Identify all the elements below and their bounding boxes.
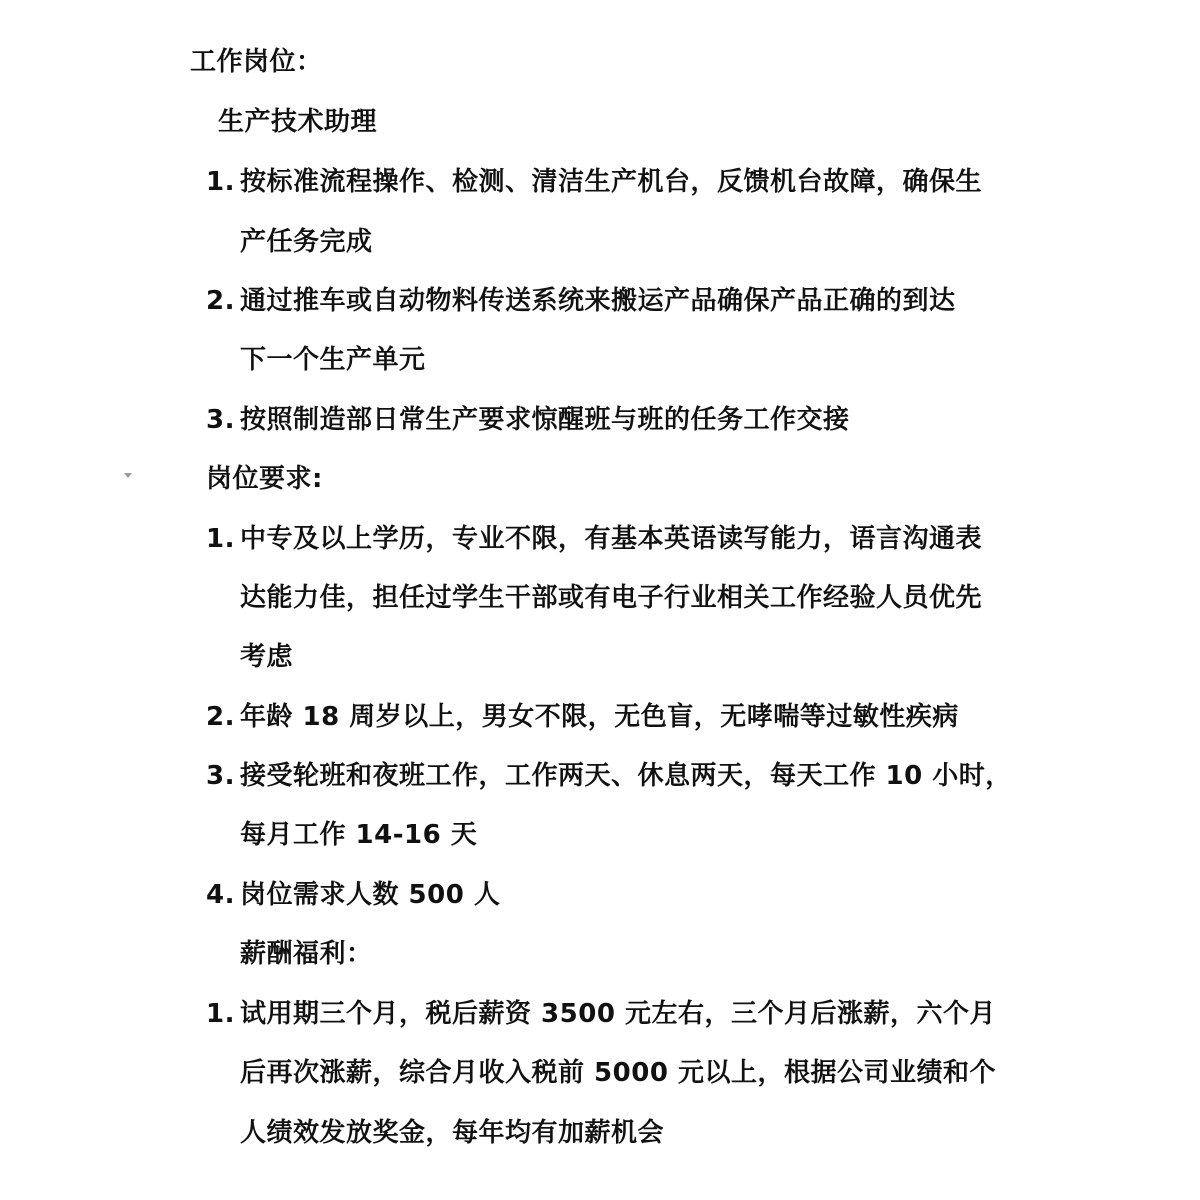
duty-number: 2. (206, 286, 235, 316)
requirement-number: 3. (206, 761, 235, 791)
requirement-text-continued: 每月工作 14-16 天 (240, 820, 478, 850)
requirement-number: 4. (206, 880, 235, 910)
requirement-item (206, 878, 500, 912)
requirement-text: 中专及以上学历，专业不限，有基本英语读写能力，语言沟通表 (240, 524, 983, 554)
heading-benefits: 薪酬福利： (240, 939, 373, 969)
duty-number: 1. (206, 167, 235, 197)
collapse-triangle-icon (124, 473, 132, 478)
benefit-text-continued: 后再次涨薪，综合月收入税前 5000 元以上，根据公司业绩和个 (240, 1058, 996, 1088)
heading-job: 工作岗位： (190, 47, 323, 77)
benefit-text: 试用期三个月，税后薪资 3500 元左右，三个月后涨薪，六个月 (240, 999, 996, 1029)
duty-text-continued: 下一个生产单元 (240, 345, 426, 375)
duty-text: 通过推车或自动物料传送系统来搬运产品确保产品正确的到达 (240, 286, 956, 316)
benefit-text-continued: 人绩效发放奖金，每年均有加薪机会 (240, 1118, 665, 1148)
requirement-number: 1. (206, 524, 235, 554)
duty-text-continued: 产任务完成 (240, 227, 373, 257)
requirement-text-continued: 考虑 (240, 642, 294, 672)
duty-item (206, 403, 850, 437)
requirement-number: 2. (206, 702, 235, 732)
duty-item (206, 284, 956, 318)
requirement-item (206, 759, 1012, 793)
requirement-text: 年龄 18 周岁以上，男女不限，无色盲，无哮喘等过敏性疾病 (240, 702, 959, 732)
job-title: 生产技术助理 (218, 107, 378, 137)
duty-item (206, 165, 982, 199)
duty-number: 3. (206, 405, 235, 435)
requirement-text: 岗位需求人数 500 人 (240, 880, 501, 910)
benefit-item (206, 997, 996, 1031)
duty-text: 按标准流程操作、检测、清洁生产机台，反馈机台故障，确保生 (240, 167, 983, 197)
requirement-item (206, 522, 982, 556)
heading-requirements: 岗位要求: (206, 464, 323, 494)
requirement-text-continued: 达能力佳，担任过学生干部或有电子行业相关工作经验人员优先 (240, 583, 983, 613)
requirement-item (206, 700, 959, 734)
duty-text: 按照制造部日常生产要求惊醒班与班的任务工作交接 (240, 405, 850, 435)
requirement-text: 接受轮班和夜班工作，工作两天、休息两天，每天工作 10 小时， (240, 761, 1012, 791)
benefit-number: 1. (206, 999, 235, 1029)
